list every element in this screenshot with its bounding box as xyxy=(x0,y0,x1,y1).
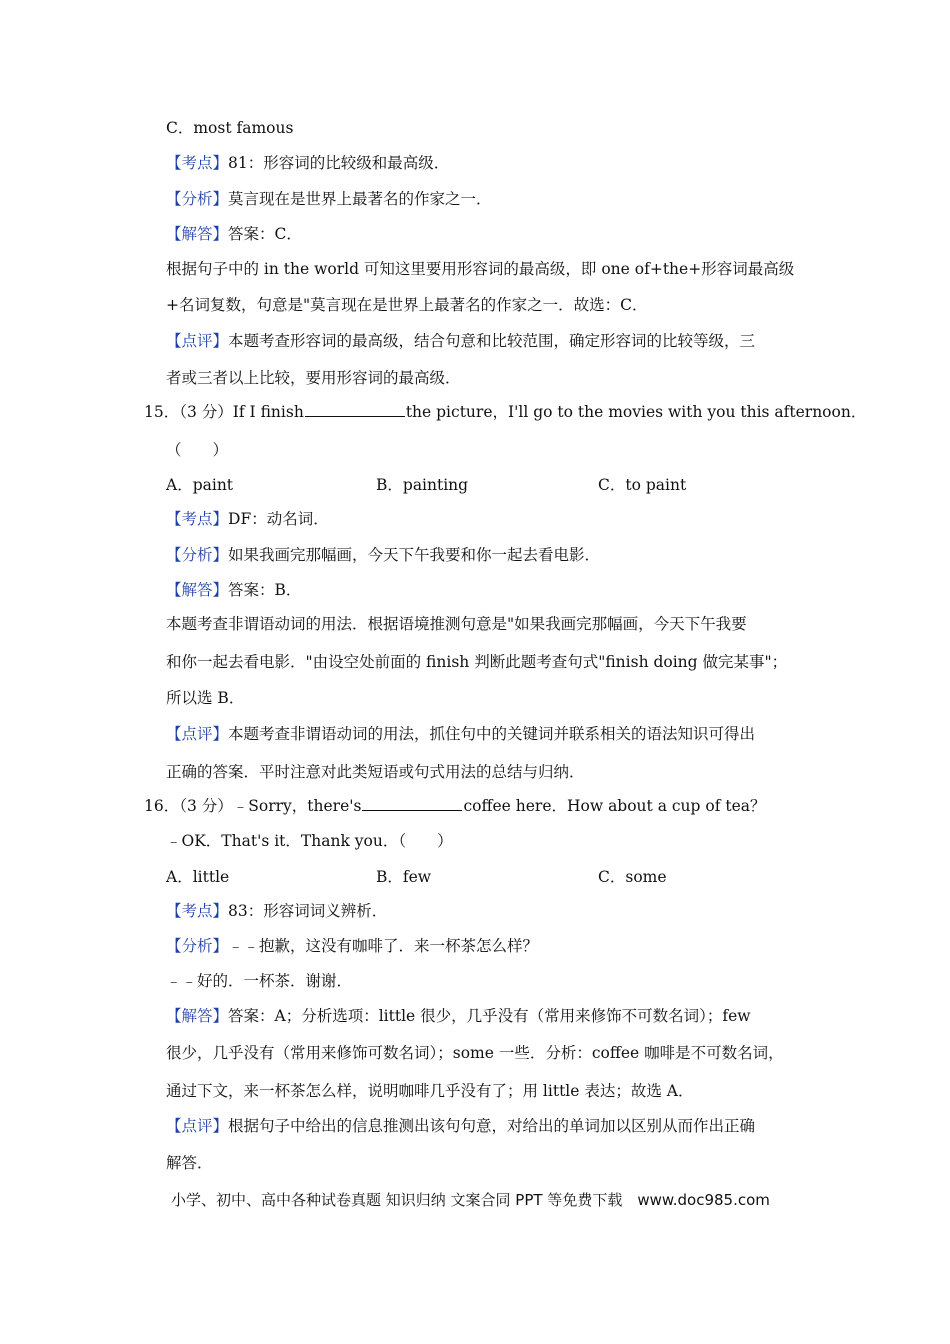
fenxi-tag: 【分析】 xyxy=(166,190,229,208)
q15-option-c: C．to paint xyxy=(598,476,687,494)
q15-number: 15．（3 分）If I finish xyxy=(144,403,304,421)
q15-option-b: B．painting xyxy=(376,476,469,494)
jieda-text: 答案：B． xyxy=(228,581,302,599)
jieda-tag: 【解答】 xyxy=(166,225,229,243)
page-footer: 小学、初中、高中各种试卷真题 知识归纳 文案合同 PPT 等免费下载 www.doc985.com xyxy=(171,1191,770,1209)
q16-fenxi-line xyxy=(166,936,538,956)
q15-body-1: 本题考查非谓语动词的用法．根据语境推测句意是"如果我画完那幅画，今天下午我要 xyxy=(166,615,747,633)
q16-option-a: A．little xyxy=(166,868,230,886)
kaodian-tag: 【考点】 xyxy=(166,154,229,172)
fenxi-tag: 【分析】 xyxy=(166,546,229,564)
jieda-text: 答案：A；分析选项：little 很少，几乎没有（常用来修饰不可数名词）；few xyxy=(228,1007,751,1025)
kaodian-tag: 【考点】 xyxy=(166,902,229,920)
q15-blank xyxy=(305,402,405,417)
prev-option-c: C．most famous xyxy=(166,119,294,137)
dianping-tag: 【点评】 xyxy=(166,725,229,743)
q15-dianping-2: 正确的答案．平时注意对此类短语或句式用法的总结与归纳． xyxy=(166,763,585,781)
q15-stem xyxy=(144,402,866,422)
q16-dianping-2: 解答． xyxy=(166,1154,213,1172)
prev-body-1: 根据句子中的 in the world 可知这里要用形容词的最高级，即 one of+the+形容词最高级 xyxy=(166,260,795,278)
q15-stem-after: the picture，I'll go to the movies with you this afternoon． xyxy=(405,403,867,421)
q15-kaodian-line xyxy=(166,509,329,529)
dianping-tag: 【点评】 xyxy=(166,332,229,350)
q16-jieda-line xyxy=(166,1006,751,1026)
q15-jieda-line xyxy=(166,580,301,600)
kaodian-text: 81：形容词的比较级和最高级． xyxy=(228,154,450,172)
prev-kaodian-line xyxy=(166,153,449,173)
prev-fenxi-line xyxy=(166,189,492,209)
q16-jieda-2: 很少，几乎没有（常用来修饰可数名词）；some 一些．分析：coffee 咖啡是不可数名词， xyxy=(166,1044,784,1062)
q16-blank xyxy=(362,796,462,811)
q16-option-b: B．few xyxy=(376,868,432,886)
prev-body-2: +名词复数，句意是"莫言现在是世界上最著名的作家之一．故选：C． xyxy=(166,296,648,314)
jieda-tag: 【解答】 xyxy=(166,581,229,599)
prev-dianping-2: 者或三者以上比较，要用形容词的最高级． xyxy=(166,369,461,387)
q16-line-2: ﹣OK．That's it．Thank you．（ ） xyxy=(166,832,453,850)
q16-jieda-3: 通过下文，来一杯茶怎么样，说明咖啡几乎没有了；用 little 表达；故选 A． xyxy=(166,1082,694,1100)
fenxi-text: 莫言现在是世界上最著名的作家之一． xyxy=(228,190,492,208)
q15-dianping-line xyxy=(166,724,755,744)
q16-dianping-line xyxy=(166,1116,755,1136)
q15-fenxi-line xyxy=(166,545,600,565)
dianping-text: 本题考查形容词的最高级，结合句意和比较范围，确定形容词的比较等级，三 xyxy=(228,332,756,350)
q16-kaodian-line xyxy=(166,901,387,921)
q16-stem xyxy=(144,796,766,816)
jieda-tag: 【解答】 xyxy=(166,1007,229,1025)
q15-body-3: 所以选 B． xyxy=(166,689,245,707)
kaodian-text: 83：形容词词义辨析． xyxy=(228,902,388,920)
fenxi-tag: 【分析】 xyxy=(166,937,229,955)
kaodian-tag: 【考点】 xyxy=(166,510,229,528)
q16-fenxi-2: ﹣﹣好的．一杯茶．谢谢． xyxy=(166,972,353,990)
kaodian-text: DF：动名词． xyxy=(228,510,329,528)
fenxi-text: 如果我画完那幅画，今天下午我要和你一起去看电影． xyxy=(228,546,601,564)
q16-option-c: C．some xyxy=(598,868,667,886)
q15-option-a: A．paint xyxy=(166,476,234,494)
fenxi-text: ﹣﹣抱歉，这没有咖啡了．来一杯茶怎么样？ xyxy=(228,937,539,955)
prev-dianping-line xyxy=(166,331,755,351)
dianping-text: 本题考查非谓语动词的用法，抓住句中的关键词并联系相关的语法知识可得出 xyxy=(228,725,756,743)
q16-number: 16．（3 分）﹣Sorry，there's xyxy=(144,797,362,815)
dianping-text: 根据句子中给出的信息推测出该句句意，对给出的单词加以区别从而作出正确 xyxy=(228,1117,756,1135)
jieda-text: 答案：C． xyxy=(228,225,302,243)
prev-jieda-line xyxy=(166,224,302,244)
q15-body-2: 和你一起去看电影．"由设空处前面的 finish 判断此题考查句式"finish doing 做完某事"； xyxy=(166,653,788,671)
q15-paren: （ ） xyxy=(166,441,229,459)
dianping-tag: 【点评】 xyxy=(166,1117,229,1135)
q16-stem-after: coffee here．How about a cup of tea？ xyxy=(463,797,766,815)
